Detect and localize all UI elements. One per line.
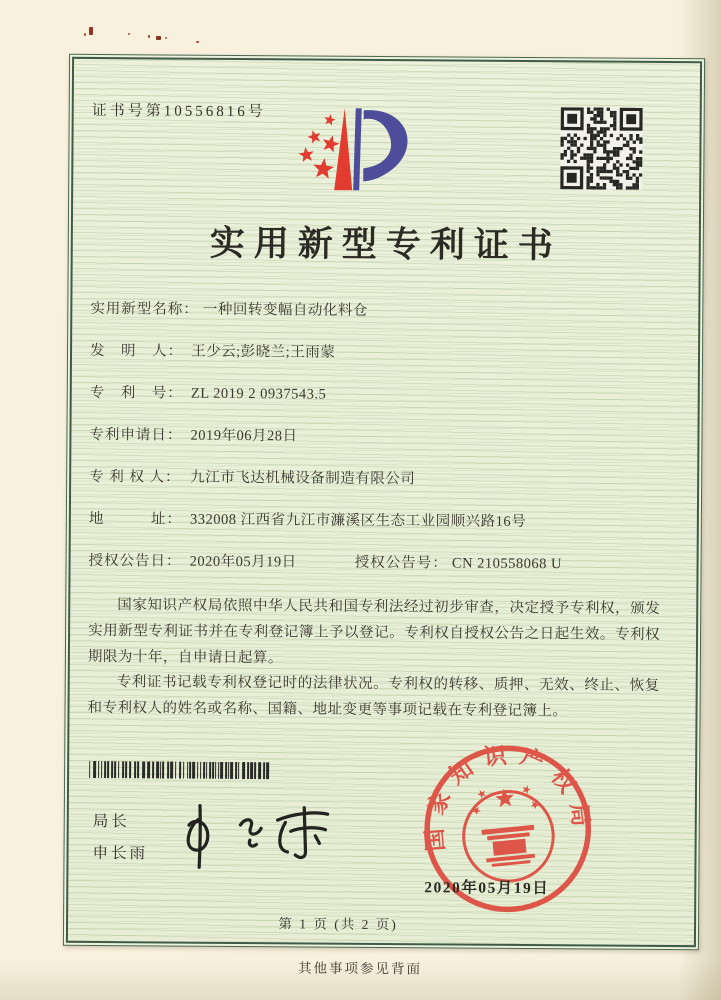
qr-code-icon	[560, 107, 643, 190]
signer-title: 局长	[92, 812, 130, 831]
scan-speck	[89, 27, 93, 35]
certificate-inner-frame	[66, 57, 702, 947]
legal-text	[87, 593, 660, 726]
field-label: 实用新型名称：	[90, 300, 199, 318]
cnipa-patent-logo-icon	[283, 98, 434, 207]
certificate-sheet	[63, 54, 705, 950]
field-row-patentee	[89, 467, 681, 513]
page-number: 第 1 页 (共 2 页)	[278, 916, 398, 933]
seal-date: 2020年05月19日	[424, 879, 550, 898]
signer-name: 申长雨	[92, 844, 149, 863]
certificate-number: 证书号第10556816号	[91, 102, 266, 121]
certificate-fields	[88, 299, 682, 597]
grant-date-value: 2020年05月19日	[189, 553, 297, 571]
field-label: 发 明 人：	[89, 342, 184, 360]
barcode-icon	[89, 761, 271, 779]
scan-speck	[196, 41, 199, 43]
legal-paragraph-1: 国家知识产权局依照中华人民共和国专利法经过初步审查，决定授予专利权，颁发实用新型专利证书并在专利登记簿上予以登记。专利权自授权公告之日起生效。专利权期限为十年，自申请日起算。	[87, 597, 661, 666]
field-value: 2019年06月28日	[190, 427, 298, 445]
field-value: 一种回转变幅自动化料仓	[202, 301, 369, 319]
field-value: 王少云;彭晓兰;王雨蒙	[191, 343, 336, 361]
field-value: ZL 2019 2 0937543.5	[190, 385, 327, 403]
grant-date-label: 授权公告日：	[88, 552, 182, 570]
seal-text: 国家知识产权局	[421, 741, 595, 853]
back-side-note: 其他事项参见背面	[297, 960, 423, 977]
field-label: 专 利 权 人：	[89, 468, 181, 486]
legal-paragraph-2: 专利证书记载专利权登记时的法律状况。专利权的转移、质押、无效、终止、恢复和专利权人的姓名或名称、国籍、地址变更等事项记载在专利登记簿上。	[87, 674, 660, 720]
field-label: 专 利 号：	[89, 384, 183, 402]
field-value: 九江市飞达机械设备制造有限公司	[190, 469, 416, 488]
director-signature-icon	[168, 792, 350, 877]
field-row-filing-date	[89, 425, 681, 471]
field-row-inventors	[90, 341, 682, 387]
scan-speck	[84, 33, 86, 36]
field-row-grant	[88, 551, 680, 597]
grant-number-label: 授权公告号：	[354, 554, 448, 572]
certificate-title: 实用新型专利证书	[209, 223, 562, 266]
field-row-address	[89, 509, 681, 555]
grant-number-value: CN 210558068 U	[451, 555, 563, 573]
field-row-patent-number	[90, 383, 682, 429]
scan-speck	[156, 36, 161, 40]
scan-speck	[165, 37, 167, 39]
scan-speck	[128, 33, 130, 35]
field-row-name	[90, 299, 682, 345]
field-label: 专利申请日：	[89, 426, 183, 444]
scan-speck	[148, 35, 150, 38]
field-value: 332008 江西省九江市濂溪区生态工业园顺兴路16号	[189, 511, 527, 530]
field-label: 地 址：	[88, 510, 182, 528]
